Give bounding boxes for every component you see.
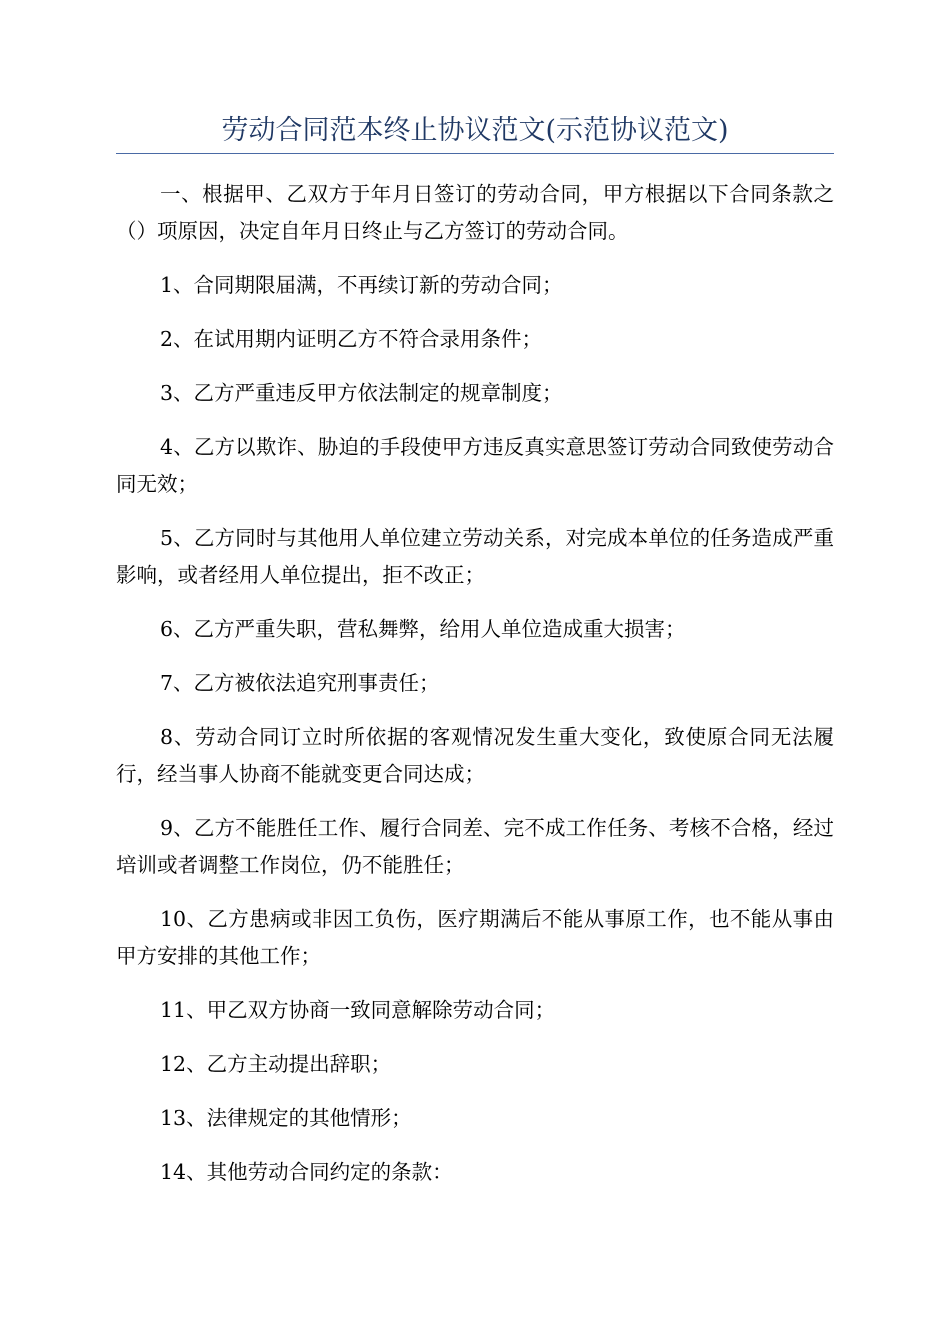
clause-11: 11、甲乙双方协商一致同意解除劳动合同；: [160, 998, 556, 1022]
clause-12: 12、乙方主动提出辞职；: [160, 1052, 392, 1076]
clause-7: 7、乙方被依法追究刑事责任；: [160, 671, 440, 695]
clause-14: 14、其他劳动合同约定的条款：: [160, 1160, 453, 1184]
clause-1: 1、合同期限届满，不再续订新的劳动合同；: [160, 273, 563, 297]
clause-6: 6、乙方严重失职，营私舞弊，给用人单位造成重大损害；: [160, 617, 686, 641]
page-title: 劳动合同范本终止协议范文(示范协议范文): [221, 115, 729, 146]
clause-2: 2、在试用期内证明乙方不符合录用条件；: [160, 327, 543, 351]
clause-8: 8、劳动合同订立时所依据的客观情况发生重大变化，致使原合同无法履行，经当事人协商不能就变更合同达成；: [116, 725, 834, 786]
clause-4: 4、乙方以欺诈、胁迫的手段使甲方违反真实意思签订劳动合同致使劳动合同无效；: [116, 435, 834, 496]
title-underline: [116, 153, 834, 154]
clause-9: 9、乙方不能胜任工作、履行合同差、完不成工作任务、考核不合格，经过培训或者调整工作岗位，仍不能胜任；: [116, 816, 834, 877]
document-body: [116, 176, 834, 1208]
paragraph-intro: 一、根据甲、乙双方于年月日签订的劳动合同，甲方根据以下合同条款之（）项原因，决定自年月日终止与乙方签订的劳动合同。: [116, 182, 834, 243]
clause-5: 5、乙方同时与其他用人单位建立劳动关系，对完成本单位的任务造成严重影响，或者经用人单位提出，拒不改正；: [116, 526, 834, 587]
clause-10: 10、乙方患病或非因工负伤，医疗期满后不能从事原工作，也不能从事由甲方安排的其他工作；: [116, 907, 834, 968]
clause-3: 3、乙方严重违反甲方依法制定的规章制度；: [160, 381, 563, 405]
clause-13: 13、法律规定的其他情形；: [160, 1106, 412, 1130]
